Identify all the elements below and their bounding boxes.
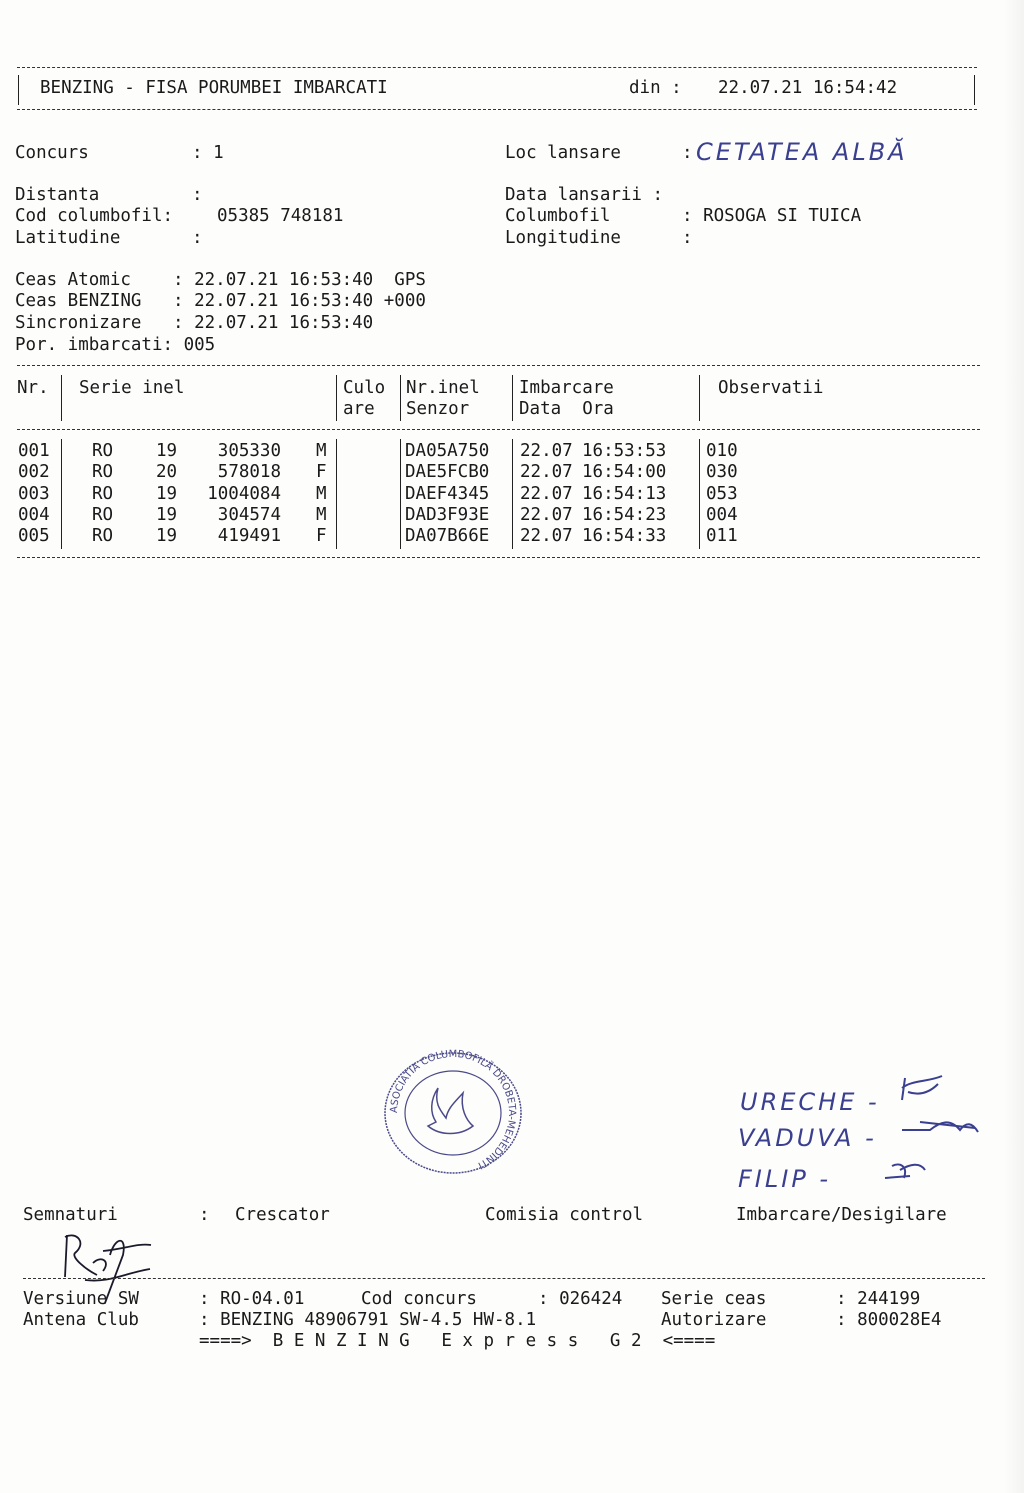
cell-sex: M (316, 504, 327, 525)
latitudine-label: Latitudine (15, 228, 121, 248)
cell-senzor: DAD3F93E (405, 504, 490, 525)
cell-tara: RO (92, 504, 114, 525)
distanta-value: : (192, 185, 203, 205)
col-header-serie: Serie inel (79, 378, 185, 398)
cell-sex: F (316, 462, 327, 483)
col-divider (512, 439, 513, 549)
cell-ora: 16:54:23 (582, 504, 667, 525)
cell-nr: 001 (18, 441, 50, 461)
col-divider (699, 439, 700, 549)
col-divider (400, 439, 401, 549)
col-header-data-ora: Data Ora (519, 399, 614, 419)
benzing-express-banner: ====> B E N Z I N G E x p r e s s G 2 <==== (199, 1331, 716, 1351)
cell-obs: 004 (706, 504, 738, 525)
longitudine-label: Longitudine (505, 228, 621, 248)
cell-an: 19 (156, 526, 178, 547)
cell-sex: M (316, 441, 327, 461)
cell-an: 20 (156, 462, 178, 483)
por-imbarcati: Por. imbarcati: 005 (15, 335, 216, 355)
header-right-border (974, 75, 975, 105)
cell-tara: RO (92, 526, 114, 547)
col-divider (336, 439, 337, 549)
table-top-border (17, 365, 980, 366)
cell-numar: 304574 (217, 504, 281, 525)
cell-obs: 053 (706, 483, 738, 504)
sincronizare: Sincronizare : 22.07.21 16:53:40 (15, 313, 374, 333)
cell-tara: RO (92, 441, 114, 461)
col-header-imbarcare: Imbarcare (519, 378, 614, 398)
serie-ceas-value: : 244199 (836, 1289, 921, 1309)
cell-tara: RO (92, 483, 114, 504)
cell-sex: F (316, 526, 327, 547)
header-bottom-border (17, 109, 977, 110)
col-header-culo: Culo (343, 378, 386, 398)
document-title: BENZING - FISA PORUMBEI IMBARCATI (40, 78, 388, 98)
serie-ceas-label: Serie ceas (661, 1289, 767, 1309)
col-divider (512, 375, 513, 421)
loc-lansare-label: Loc lansare (505, 143, 621, 163)
loc-lansare-handwritten: CETATEA ALBĂ (696, 138, 908, 166)
imbarcare-desigilare-label: Imbarcare/Desigilare (736, 1205, 947, 1225)
handwritten-initials-signatures (880, 1070, 990, 1200)
col-divider (400, 375, 401, 421)
col-header-nrinel: Nr.inel (406, 378, 480, 398)
col-divider (61, 439, 62, 549)
cell-senzor: DAEF4345 (405, 483, 490, 504)
versiune-sw-label: Versiune SW (23, 1289, 139, 1309)
cell-ora: 16:54:00 (582, 462, 667, 483)
handwritten-name-2: VADUVA - (738, 1124, 877, 1152)
cell-nr: 005 (18, 526, 50, 547)
concurs-value: : 1 (192, 143, 224, 163)
cod-columbofil-value: 05385 748181 (217, 206, 344, 226)
page-edge-shadow (1004, 0, 1024, 1493)
cell-numar: 578018 (217, 462, 281, 483)
col-divider (336, 375, 337, 421)
cell-numar: 419491 (217, 526, 281, 547)
cell-data: 22.07 (520, 462, 573, 483)
col-header-observatii: Observatii (718, 378, 824, 398)
crescator-label: Crescator (235, 1205, 330, 1225)
handwritten-name-1: URECHE - (740, 1088, 880, 1116)
columbofil-label: Columbofil (505, 206, 611, 226)
cell-data: 22.07 (520, 504, 573, 525)
cell-nr: 002 (18, 462, 50, 483)
distanta-label: Distanta (15, 185, 100, 205)
cell-nr: 003 (18, 483, 50, 504)
latitudine-value: : (192, 228, 203, 248)
cell-an: 19 (156, 504, 178, 525)
cell-tara: RO (92, 462, 114, 483)
col-header-are: are (343, 399, 375, 419)
cell-ora: 16:54:13 (582, 483, 667, 504)
dove-icon (428, 1088, 473, 1134)
cell-numar: 305330 (217, 441, 281, 461)
cell-sex: M (316, 483, 327, 504)
cell-senzor: DA05A750 (405, 441, 490, 461)
loc-lansare-colon: : (682, 143, 693, 163)
header-top-border (17, 67, 977, 68)
cell-an: 19 (156, 483, 178, 504)
autorizare-label: Autorizare (661, 1310, 767, 1330)
cell-obs: 010 (706, 441, 738, 461)
semnaturi-label: Semnaturi (23, 1205, 118, 1225)
cod-columbofil-label: Cod columbofil: (15, 206, 174, 226)
cell-obs: 030 (706, 462, 738, 483)
cell-senzor: DAE5FCB0 (405, 462, 490, 483)
columbofil-value: : ROSOGA SI TUICA (682, 206, 862, 226)
cell-senzor: DA07B66E (405, 526, 490, 547)
antena-club-value: : BENZING 48906791 SW-4.5 HW-8.1 (199, 1310, 537, 1330)
data-lansarii-label: Data lansarii : (505, 185, 664, 205)
versiune-sw-value: : RO-04.01 (199, 1289, 305, 1309)
din-label: din : (629, 78, 682, 98)
antena-club-label: Antena Club (23, 1310, 139, 1330)
cell-data: 22.07 (520, 441, 573, 461)
cell-obs: 011 (706, 526, 738, 547)
stamp-text: ASOCIATIA COLUMBOFILĂ DROBETA-MEHEDINTI (388, 1048, 518, 1171)
col-divider (699, 375, 700, 421)
autorizare-value: : 800028E4 (836, 1310, 942, 1330)
header-left-border (18, 75, 19, 105)
col-header-senzor: Senzor (406, 399, 470, 419)
cell-an: 19 (156, 441, 178, 461)
col-header-nr: Nr. (17, 378, 49, 398)
association-stamp (378, 1048, 528, 1178)
semnaturi-colon: : (199, 1205, 210, 1225)
cell-ora: 16:53:53 (582, 441, 667, 461)
longitudine-value: : (682, 228, 693, 248)
col-divider (61, 375, 62, 421)
cod-concurs-label: Cod concurs (361, 1289, 477, 1309)
table-header-border (17, 429, 980, 430)
cell-data: 22.07 (520, 483, 573, 504)
cell-nr: 004 (18, 504, 50, 525)
cod-concurs-value: : 026424 (538, 1289, 623, 1309)
cell-ora: 16:54:33 (582, 526, 667, 547)
cell-data: 22.07 (520, 526, 573, 547)
ceas-atomic: Ceas Atomic : 22.07.21 16:53:40 GPS (15, 270, 426, 290)
concurs-label: Concurs (15, 143, 89, 163)
table-bottom-border (17, 557, 980, 558)
din-value: 22.07.21 16:54:42 (718, 78, 898, 98)
comisia-control-label: Comisia control (485, 1205, 644, 1225)
cell-numar: 1004084 (207, 483, 281, 504)
footer-top-border (23, 1278, 985, 1279)
handwritten-name-3: FILIP - (738, 1165, 832, 1193)
ceas-benzing: Ceas BENZING : 22.07.21 16:53:40 +000 (15, 291, 426, 311)
